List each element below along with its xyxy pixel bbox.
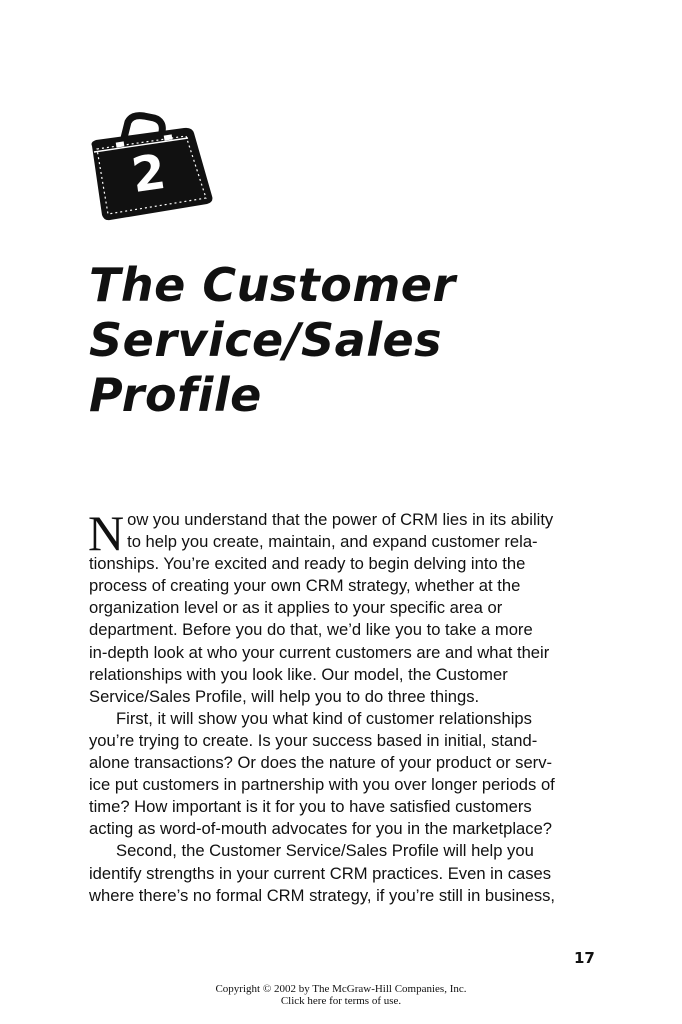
text-line: tionships. You’re excited and ready to begin delving into the (89, 554, 526, 574)
text-line: alone transactions? Or does the nature of your product or serv- (89, 753, 553, 773)
page-number: 17 (574, 949, 595, 967)
chapter-title (89, 258, 456, 423)
paragraph-2 (89, 708, 599, 841)
text-line: relationships with you look like. Our model, the Customer (89, 664, 508, 684)
paragraph-3 (89, 840, 599, 906)
chapter-number: 2 (128, 143, 170, 205)
text-line: ice put customers in partnership with you over longer periods of (89, 775, 555, 795)
text-line: time? How important is it for you to have satisfied customers (89, 797, 532, 817)
paragraph-1 (88, 505, 599, 708)
body-text (88, 505, 599, 907)
text-line: you’re trying to create. Is your success based in initial, stand- (89, 730, 538, 750)
drop-cap: N (88, 505, 125, 561)
chapter-title-line: Service/Sales (89, 313, 443, 367)
briefcase-icon (88, 112, 214, 224)
text-line: department. Before you do that, we’d like you to take a more (89, 620, 533, 640)
chapter-title-line: The Customer (89, 258, 456, 312)
text-line: Service/Sales Profile, will help you to do three things. (89, 686, 480, 706)
copyright-text: Copyright © 2002 by The McGraw-Hill Companies, Inc. (215, 983, 467, 995)
copyright-footer (0, 983, 682, 1007)
text-line: First, it will show you what kind of customer relationships (116, 708, 532, 728)
chapter-title-line: Profile (89, 368, 262, 422)
text-line: in-depth look at who your current customers are and what their (89, 642, 550, 662)
terms-of-use-link[interactable]: Click here for terms of use. (280, 995, 402, 1007)
text-line: where there’s no formal CRM strategy, if you’re still in business, (89, 885, 556, 905)
text-line: identify strengths in your current CRM practices. Even in cases (89, 863, 552, 883)
text-line: process of creating your own CRM strategy, whether at the (89, 576, 521, 596)
text-line: to help you create, maintain, and expand customer rela- (127, 532, 538, 552)
text-line: organization level or as it applies to your specific area or (89, 598, 503, 618)
text-line: acting as word-of-mouth advocates for you in the marketplace? (89, 819, 553, 839)
text-line: Second, the Customer Service/Sales Profile will help you (116, 841, 534, 861)
text-line: ow you understand that the power of CRM lies in its ability (127, 510, 554, 529)
